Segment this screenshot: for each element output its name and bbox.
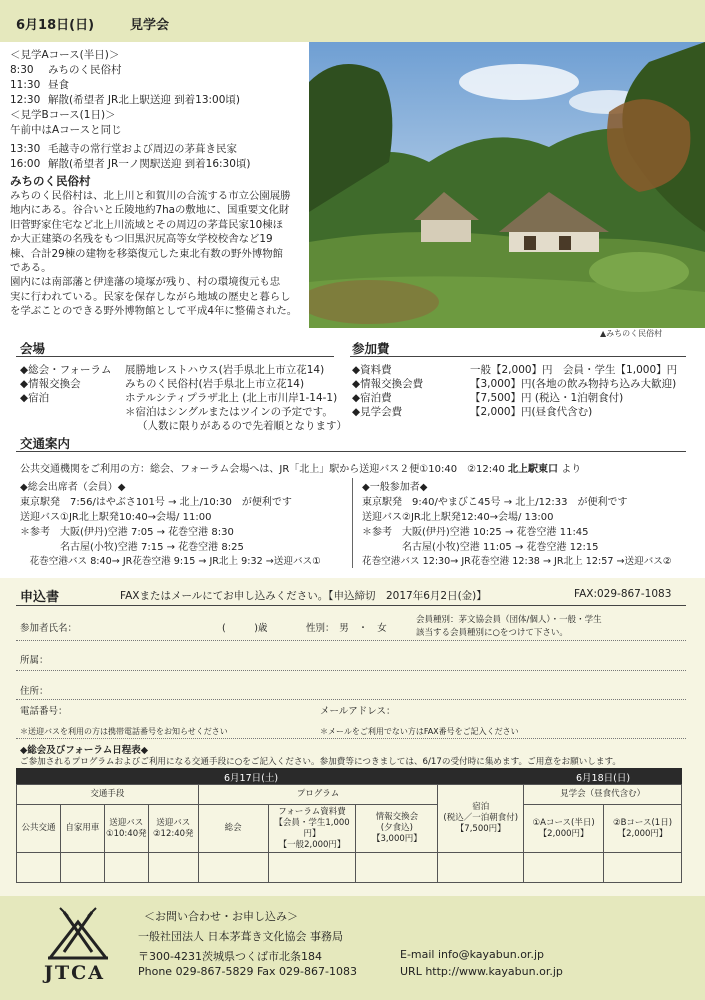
- member-line: 花巻空港バス 8:40→ JR花巻空港 9:15 → JR北上 9:32 →送迎バス①: [20, 556, 321, 567]
- phone-line: [16, 738, 686, 739]
- member-line: ＊参考 大阪(伊丹)空港 7:05 → 花巻空港 8:30: [20, 527, 234, 538]
- forum-fee-cell: フォーラム資料費 【会員・学生1,000円】 【一般2,000円】: [268, 805, 356, 853]
- village-description: みちのく民俗村は、北上川と和賀川の合流する市立公園展勝 地内にある。谷合いと丘陵地約7haの敷地に、国重要文化財 旧菅野家住宅など北上川流域とその周辺の茅葺民家10棟ほ か大正建築の名残をもつ旧黒沢尻高等女学校校舎など19 棟、合計29棟の建物を移築復元した東北有数の野外博物館 である。: [10, 190, 291, 275]
- village-description-2: 園内には南部藩と伊達藩の境塚が残り、村の環境復元も忠 実に行われている。民家を保存しながら地域の歴史と暮らし を学ぶことのできる野外博物館として平成4年に整備された。: [10, 276, 298, 318]
- footer-band: [0, 896, 705, 1000]
- fees-underline: [350, 356, 686, 357]
- logo-text: JTCA: [44, 962, 105, 984]
- public-transport-cell: 公共交通: [17, 805, 61, 853]
- village-title: みちのく民俗村: [10, 174, 91, 188]
- answer-cell[interactable]: [17, 853, 61, 883]
- member-line: 送迎バス①JR北上駅発10:40→会場/ 11:00: [20, 512, 212, 523]
- footer-phone: Phone 029-867-5829 Fax 029-867-1083: [138, 965, 357, 978]
- transport-underline: [16, 451, 686, 452]
- member-head: ◆総会出席者（会員）◆: [20, 482, 126, 493]
- answer-cell[interactable]: [438, 853, 524, 883]
- address-label: 住所：: [20, 686, 49, 697]
- schedule-table: [16, 784, 682, 883]
- photo-caption: ▲みちのく民俗村: [600, 329, 663, 338]
- transport-header: 交通手段: [17, 785, 199, 805]
- footer-org: 一般社団法人 日本茅葺き文化協会 事務局: [138, 930, 343, 943]
- answer-cell[interactable]: [104, 853, 148, 883]
- form-instruction: FAXまたはメールにてお申し込みください。【申込締切 2017年6月2日(金)】: [120, 590, 487, 602]
- fee-label: ◆宿泊費: [352, 392, 392, 404]
- answer-cell[interactable]: [148, 853, 198, 883]
- tour-panel: [0, 42, 309, 330]
- venue-value: みちのく民俗村(岩手県北上市立花14): [125, 378, 305, 390]
- fee-value: 【2,000】円(昼食代含む): [470, 406, 593, 418]
- party-cell: 情報交換会 (夕食込) 【3,000円】: [356, 805, 438, 853]
- general-line: 送迎バス②JR北上駅発12:40→会場/ 13:00: [362, 512, 554, 523]
- course-b-title: ＜見学Bコース(1日)＞: [10, 109, 116, 121]
- transport-divider: [352, 478, 353, 568]
- fee-value: 【7,500】円 (税込・1泊朝食付): [470, 392, 624, 404]
- email-label: メールアドレス：: [320, 706, 396, 717]
- course-a-title: ＜見学Aコース(半日)＞: [10, 49, 120, 61]
- venue-note: ＊宿泊はシングルまたはツインの予定です。: [125, 406, 333, 418]
- course-b-note: 午前中はAコースと同じ: [10, 124, 122, 136]
- contact-title: ＜お問い合わせ・お申し込み＞: [144, 910, 298, 923]
- member-line: 名古屋(小牧)空港 7:15 → 花巻空港 8:25: [20, 542, 244, 553]
- phone-label: 電話番号：: [20, 706, 68, 717]
- membership-options[interactable]: 会員種別：茅文協会員（団体/個人）・一般・学生: [416, 615, 602, 625]
- schedule-title: ◆総会及びフォーラム日程表◆: [20, 745, 149, 756]
- venue-value: 展勝地レストハウス(岩手県北上市立花14): [125, 364, 325, 376]
- footer-address: 〒300-4231茨城県つくば市北条184: [138, 950, 322, 963]
- fee-label: ◆情報交換会費: [352, 378, 424, 390]
- jtca-logo-icon: [46, 904, 110, 962]
- lodging-header: 宿泊 (税込／一泊朝食付) 【7,500円】: [438, 785, 524, 853]
- footer-email[interactable]: E-mail info@kayabun.or.jp: [400, 948, 544, 961]
- form-fax: FAX:029-867-1083: [574, 588, 672, 600]
- thatched-village-illustration: [309, 42, 705, 328]
- bus2-cell: 送迎バス ②12:40発: [148, 805, 198, 853]
- gender-field[interactable]: 性別： 男 ・ 女: [306, 623, 387, 634]
- footer-url[interactable]: URL http://www.kayabun.or.jp: [400, 965, 563, 978]
- fees-title: 参加費: [352, 341, 390, 356]
- header-band: [0, 0, 705, 42]
- address-line: [16, 699, 686, 700]
- course-a-item: 11:30 昼食: [10, 79, 69, 91]
- form-title: 申込書: [20, 590, 60, 605]
- venue-underline: [16, 356, 334, 357]
- name-line: [16, 640, 686, 641]
- general-line: 名古屋(小牧)空港 11:05 → 花巻空港 12:15: [362, 542, 599, 553]
- venue-label: ◆情報交換会: [20, 378, 81, 390]
- general-line: 東京駅発 9:40/やまびこ45号 → 北上/12:33 が便利です: [362, 497, 628, 508]
- general-line: ＊参考 大阪(伊丹)空港 10:25 → 花巻空港 11:45: [362, 527, 589, 538]
- day2-label: 6月18日(日): [576, 773, 631, 784]
- header-date: 6月18日(日): [16, 18, 95, 33]
- course-a-item: 8:30 みちのく民俗村: [10, 64, 122, 76]
- fee-value: 一般【2,000】円 会員・学生【1,000】円: [470, 364, 678, 376]
- email-note: ＊メールをご利用でない方はFAX番号をご記入ください: [320, 727, 519, 736]
- answer-cell[interactable]: [198, 853, 268, 883]
- venue-title: 会場: [20, 341, 46, 356]
- transport-title: 交通案内: [20, 436, 71, 451]
- venue-value: ホテルシティプラザ北上 (北上市川岸1-14-1): [125, 392, 338, 404]
- answer-cell[interactable]: [268, 853, 356, 883]
- tour-header: 見学会（昼食代含む）: [524, 785, 682, 805]
- bus1-cell: 送迎バス ①10:40発: [104, 805, 148, 853]
- day1-label: 6月17日(土): [224, 773, 279, 784]
- answer-cell[interactable]: [524, 853, 604, 883]
- membership-note: 該当する会員種別に○をつけて下さい。: [416, 628, 568, 638]
- form-underline: [16, 605, 686, 606]
- village-photo: [309, 42, 705, 328]
- venue-note-2: （人数に限りがあるので先着順となります）: [137, 420, 347, 432]
- name-label: 参加者氏名：: [20, 623, 78, 634]
- course-a-cell: ①Aコース(半日) 【2,000円】: [524, 805, 604, 853]
- course-b-item: 16:00 解散(希望者 JR一ノ関駅送迎 到着16:30頃): [10, 158, 251, 170]
- phone-note: ＊送迎バスを利用の方は携帯電話番号をお知らせください: [20, 727, 228, 736]
- header-title: 見学会: [130, 18, 170, 33]
- fee-label: ◆資料費: [352, 364, 392, 376]
- member-line: 東京駅発 7:56/はやぶさ101号 → 北上/10:30 が便利です: [20, 497, 292, 508]
- general-meeting-cell: 総会: [198, 805, 268, 853]
- course-b-item: 13:30 毛越寺の常行堂および周辺の茅葺き民家: [10, 143, 237, 155]
- course-b-cell: ②Bコース(1日) 【2,000円】: [604, 805, 682, 853]
- program-header: プログラム: [198, 785, 438, 805]
- fee-value: 【3,000】円(各地の飲み物持ち込み大歓迎): [470, 378, 677, 390]
- fee-label: ◆見学会費: [352, 406, 403, 418]
- answer-cell[interactable]: [604, 853, 682, 883]
- answer-cell[interactable]: [60, 853, 104, 883]
- age-field[interactable]: ( )歳: [222, 623, 268, 634]
- org-line: [16, 670, 686, 671]
- answer-cell[interactable]: [356, 853, 438, 883]
- general-head: ◆一般参加者◆: [362, 482, 428, 493]
- venue-label: ◆総会・フォーラム: [20, 364, 112, 376]
- schedule-note: ご参加されるプログラムおよびご利用になる交通手段に○をご記入ください。参加費等につきましては、6/17の受付時に集めます。ご用意をお願いします。: [20, 757, 621, 767]
- schedule-day-bar: [16, 768, 682, 784]
- org-label: 所属：: [20, 655, 49, 666]
- general-line: 花巻空港バス 12:30→ JR花巻空港 12:38 → JR北上 12:57 →送迎バス②: [362, 556, 672, 567]
- venue-label: ◆宿泊: [20, 392, 50, 404]
- car-cell: 自家用車: [60, 805, 104, 853]
- transport-intro: 公共交通機関をご利用の方：総会、フォーラム会場へは、JR「北上」駅から送迎バス２便①10:40 ②12:40 北上駅東口 より: [20, 464, 582, 475]
- course-a-item: 12:30 解散(希望者 JR北上駅送迎 到着13:00頃): [10, 94, 241, 106]
